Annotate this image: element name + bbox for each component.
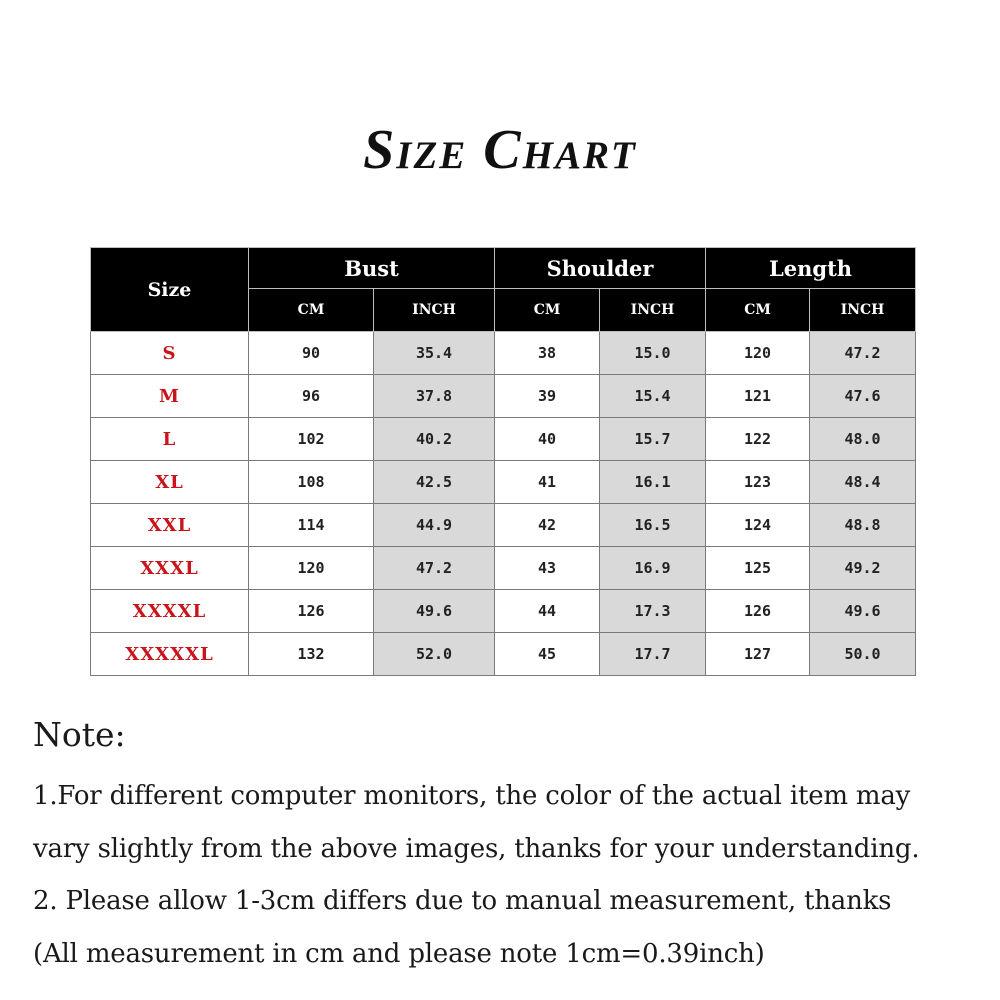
header-shoulder: Shoulder	[495, 248, 706, 289]
size-chart-table-container	[90, 247, 915, 676]
bust-cm-cell: 90	[249, 332, 374, 375]
table-row	[91, 633, 916, 676]
size-label: XXXXXL	[91, 633, 249, 676]
header-size: Size	[91, 248, 249, 332]
bust-inch-cell: 40.2	[374, 418, 495, 461]
table-header-row-groups	[91, 248, 916, 289]
length-inch-cell: 49.6	[810, 590, 916, 633]
table-row	[91, 590, 916, 633]
length-inch-cell: 48.0	[810, 418, 916, 461]
size-label: XXL	[91, 504, 249, 547]
header-shoulder-inch: INCH	[600, 289, 706, 332]
shoulder-inch-cell: 15.0	[600, 332, 706, 375]
header-bust: Bust	[249, 248, 495, 289]
header-length: Length	[706, 248, 916, 289]
note-line: vary slightly from the above images, thanks for your understanding.	[33, 833, 920, 864]
shoulder-cm-cell: 42	[495, 504, 600, 547]
length-inch-cell: 48.4	[810, 461, 916, 504]
size-label: XXXL	[91, 547, 249, 590]
table-row	[91, 547, 916, 590]
bust-cm-cell: 96	[249, 375, 374, 418]
length-inch-cell: 50.0	[810, 633, 916, 676]
size-label: XL	[91, 461, 249, 504]
length-inch-cell: 49.2	[810, 547, 916, 590]
shoulder-inch-cell: 15.4	[600, 375, 706, 418]
size-chart-table	[90, 247, 916, 676]
header-shoulder-cm: CM	[495, 289, 600, 332]
bust-cm-cell: 108	[249, 461, 374, 504]
shoulder-inch-cell: 15.7	[600, 418, 706, 461]
shoulder-inch-cell: 17.3	[600, 590, 706, 633]
header-bust-cm: CM	[249, 289, 374, 332]
header-bust-inch: INCH	[374, 289, 495, 332]
bust-inch-cell: 49.6	[374, 590, 495, 633]
length-cm-cell: 123	[706, 461, 810, 504]
size-label: S	[91, 332, 249, 375]
length-cm-cell: 124	[706, 504, 810, 547]
bust-inch-cell: 52.0	[374, 633, 495, 676]
shoulder-inch-cell: 16.5	[600, 504, 706, 547]
length-inch-cell: 47.2	[810, 332, 916, 375]
bust-inch-cell: 42.5	[374, 461, 495, 504]
size-label: L	[91, 418, 249, 461]
shoulder-cm-cell: 40	[495, 418, 600, 461]
shoulder-cm-cell: 41	[495, 461, 600, 504]
table-row	[91, 504, 916, 547]
bust-cm-cell: 114	[249, 504, 374, 547]
header-length-cm: CM	[706, 289, 810, 332]
length-cm-cell: 126	[706, 590, 810, 633]
shoulder-cm-cell: 44	[495, 590, 600, 633]
shoulder-cm-cell: 45	[495, 633, 600, 676]
bust-inch-cell: 37.8	[374, 375, 495, 418]
page-title: Size Chart	[363, 119, 637, 181]
note-line: 2. Please allow 1-3cm differs due to manual measurement, thanks	[33, 886, 892, 916]
length-cm-cell: 120	[706, 332, 810, 375]
note-section	[33, 712, 993, 980]
header-length-inch: INCH	[810, 289, 916, 332]
length-cm-cell: 121	[706, 375, 810, 418]
bust-inch-cell: 35.4	[374, 332, 495, 375]
bust-cm-cell: 132	[249, 633, 374, 676]
shoulder-inch-cell: 17.7	[600, 633, 706, 676]
bust-inch-cell: 47.2	[374, 547, 495, 590]
size-label: XXXXL	[91, 590, 249, 633]
length-inch-cell: 47.6	[810, 375, 916, 418]
shoulder-cm-cell: 43	[495, 547, 600, 590]
shoulder-inch-cell: 16.1	[600, 461, 706, 504]
shoulder-cm-cell: 39	[495, 375, 600, 418]
note-line: 1.For different computer monitors, the color of the actual item may	[33, 781, 911, 811]
bust-cm-cell: 126	[249, 590, 374, 633]
length-cm-cell: 127	[706, 633, 810, 676]
table-row	[91, 418, 916, 461]
length-cm-cell: 125	[706, 547, 810, 590]
note-title: Note:	[33, 715, 126, 754]
bust-inch-cell: 44.9	[374, 504, 495, 547]
note-line: (All measurement in cm and please note 1cm=0.39inch)	[33, 938, 765, 969]
table-row	[91, 461, 916, 504]
shoulder-inch-cell: 16.9	[600, 547, 706, 590]
table-row	[91, 332, 916, 375]
length-cm-cell: 122	[706, 418, 810, 461]
size-label: M	[91, 375, 249, 418]
bust-cm-cell: 120	[249, 547, 374, 590]
shoulder-cm-cell: 38	[495, 332, 600, 375]
bust-cm-cell: 102	[249, 418, 374, 461]
length-inch-cell: 48.8	[810, 504, 916, 547]
table-row	[91, 375, 916, 418]
